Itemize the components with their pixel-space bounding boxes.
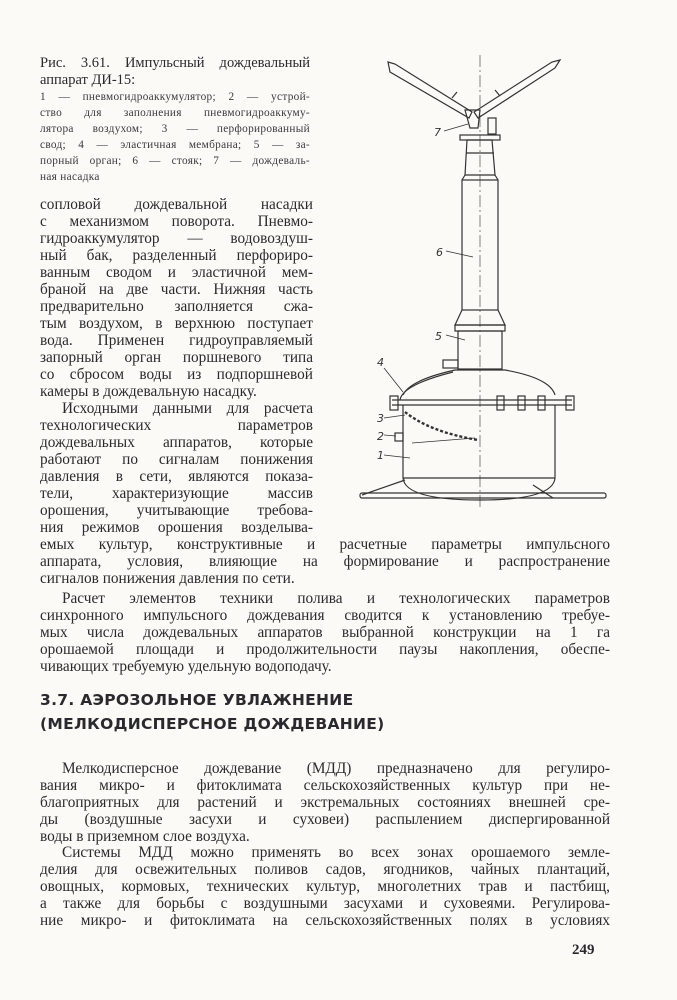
text-line: дождевальных аппаратов, которые (40, 434, 313, 451)
text-line: технологических параметров (40, 417, 313, 434)
text-line: вания микро- и фитоклимата сельскохозяйственных культур при не- (40, 777, 610, 794)
text-line: ная насадка (40, 171, 100, 183)
text-line: воды в приземном слое воздуха. (40, 828, 250, 845)
text-line: ды (воздушные засухи и суховеи) распылением диспергированной (40, 811, 610, 828)
text-line: ния режимов орошения возделыва- (40, 519, 313, 536)
text-line: благоприятных для растений и экстремальных состояниях внешней сре- (40, 794, 610, 811)
text-line: орошаемой площади и продолжительности паузы накопления, обеспе- (40, 641, 610, 658)
section-paragraph-1 (40, 760, 610, 845)
label-5: 5 (435, 330, 442, 343)
tank-stand (360, 480, 606, 498)
figure-caption-title: Рис. 3.61. Импульсный дождевальный аппарат ДИ-15: (40, 55, 310, 88)
text-line: с механизмом поворота. Пневмо- (40, 213, 313, 230)
body-paragraph (40, 590, 610, 675)
section-heading: 3.7. АЭРОЗОЛЬНОЕ УВЛАЖНЕНИЕ (МЕЛКОДИСПЕРСНОЕ ДОЖДЕВАНИЕ) (40, 691, 385, 733)
text-line: сопловой дождевальной насадки (40, 196, 313, 213)
text-line: мых числа дождевальных аппаратов выбранной конструкции на 1 га (40, 624, 610, 641)
text-line: ние микро- и фитоклимата на сельскохозяйственных полях в условиях (40, 912, 610, 929)
text-line: запорный орган поршневого типа (40, 349, 313, 366)
text-line: Расчет элементов техники полива и технологических параметров (62, 590, 610, 607)
section-paragraph-2 (40, 844, 610, 929)
text-line: камеры в дождевальную насадку. (40, 383, 257, 400)
text-line: Мелкодисперсное дождевание (МДД) предназначено для регулиро- (62, 760, 610, 777)
text-line: делия для освежительных поливов садов, ягодников, чайных плантаций, (40, 861, 610, 878)
sprinkler-nozzle (388, 60, 560, 140)
text-line: Исходными данными для расчета (62, 400, 313, 417)
text-line: тели, характеризующие массив (40, 485, 313, 502)
text-line: аппарата, условия, влияющие на формирование и распространение (40, 553, 610, 570)
text-line: лятора воздухом; 3 — перфорированный (40, 123, 310, 135)
text-line: со сбросом воды из подпоршневой (40, 366, 313, 383)
text-line: овощных, кормовых, технических культур, многолетних трав и пастбищ, (40, 878, 610, 895)
label-4: 4 (377, 356, 384, 369)
body-paragraph-continued (40, 536, 610, 587)
text-line: порный орган; 6 — стояк; 7 — дождеваль- (40, 155, 310, 167)
tank (390, 55, 574, 510)
text-line: емых культур, конструктивные и расчетные параметры импульсного (40, 536, 610, 553)
text-line: предварительно заполняется сжа- (40, 298, 313, 315)
text-line: орошения, учитывающие требова- (40, 502, 313, 519)
text-line: чивающих требуемую удельную водоподачу. (40, 658, 332, 675)
figure-caption-legend (40, 89, 310, 185)
text-line: а также для борьбы с воздушными засухами и суховеями. Регулирова- (40, 895, 610, 912)
text-line: ванным сводом и эластичной мем- (40, 264, 313, 281)
label-1: 1 (377, 449, 384, 462)
text-line: 1 — пневмогидроаккумулятор; 2 — устрой- (40, 91, 310, 103)
text-line: ный бак, разделенный перфориро- (40, 247, 313, 264)
text-line: работают по сигналам понижения (40, 451, 313, 468)
text-line: браной на две части. Нижняя часть (40, 281, 313, 298)
text-line: вода. Применен гидроуправляемый (40, 332, 313, 349)
text-line: давления в сети, являются показа- (40, 468, 313, 485)
sprinkler-diagram (350, 50, 610, 510)
text-line: гидроаккумулятор — водовоздуш- (40, 230, 313, 247)
label-6: 6 (436, 246, 443, 259)
text-line: синхронного импульсного дождевания сводится к установлению требуе- (40, 607, 610, 624)
label-2: 2 (377, 430, 384, 443)
page-number: 249 (572, 942, 595, 958)
label-3: 3 (377, 412, 384, 425)
text-line: Системы МДД можно применять во всех зонах орошаемого земле- (62, 844, 610, 861)
text-line: тым воздухом, в верхнюю поступает (40, 315, 313, 332)
column-text (40, 196, 313, 536)
text-line: сигналов понижения давления по сети. (40, 570, 295, 587)
text-line: свод; 4 — эластичная мембрана; 5 — за- (40, 139, 310, 151)
text-line: ство для заполнения пневмогидроаккуму- (40, 107, 310, 119)
label-7: 7 (434, 126, 441, 139)
